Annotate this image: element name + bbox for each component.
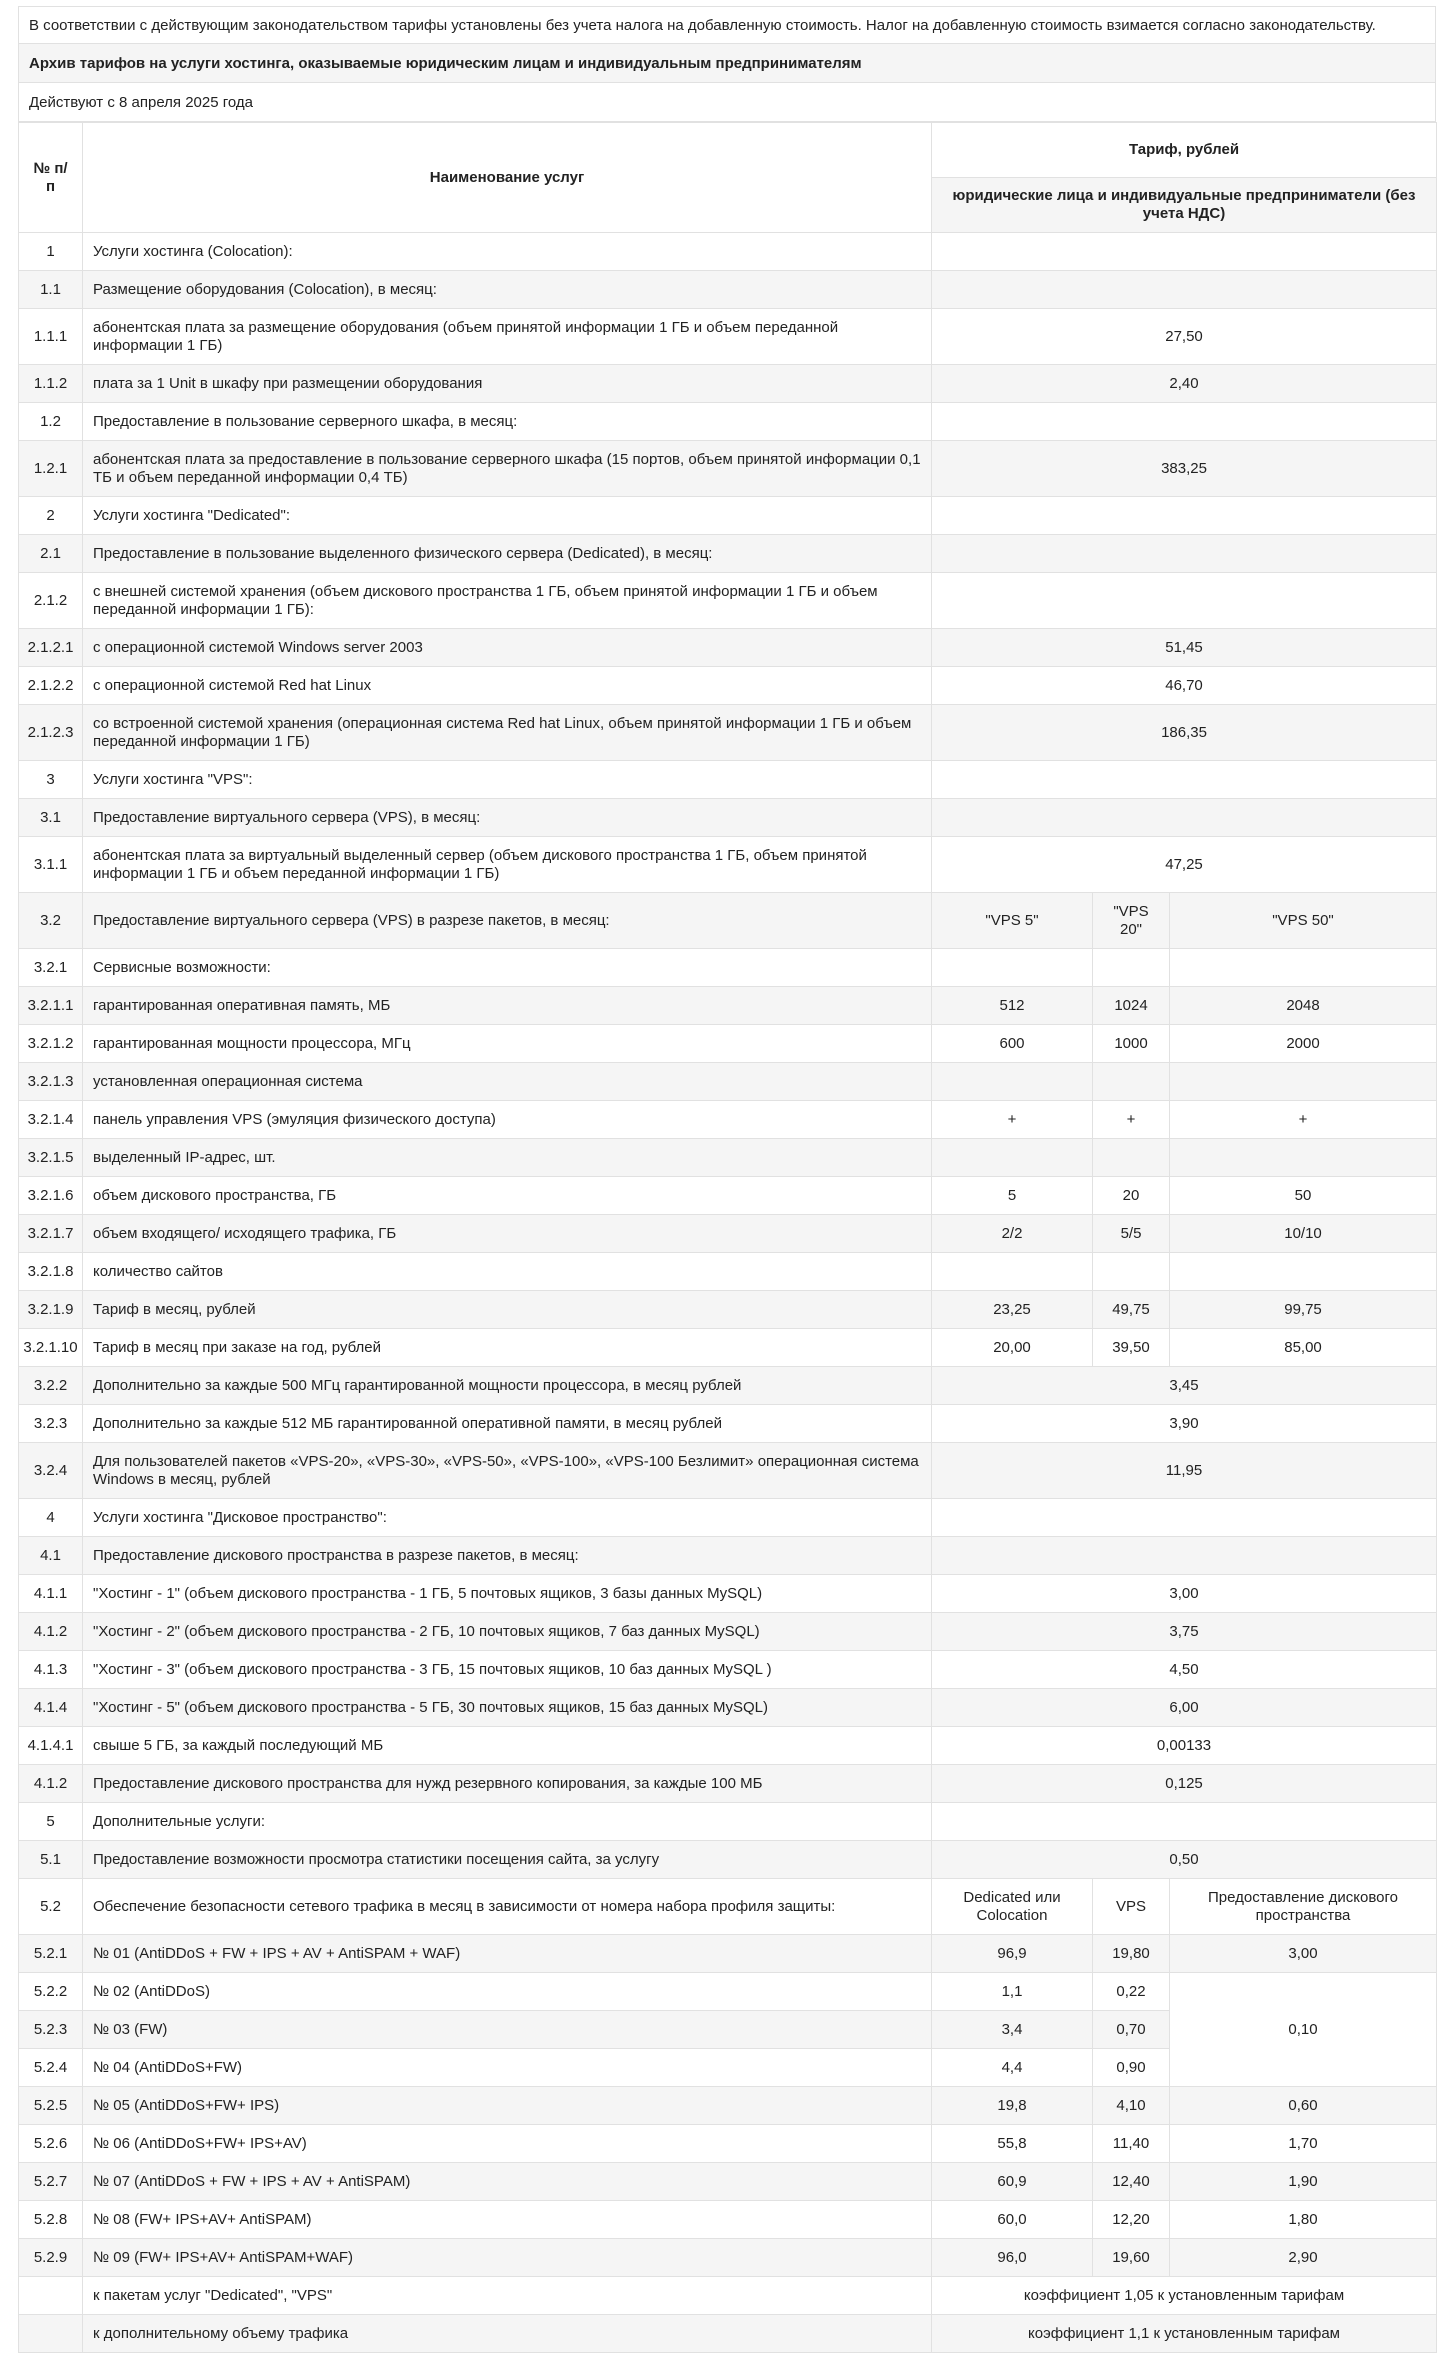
service-name: "Хостинг - 5" (объем дискового пространства - 5 ГБ, 30 почтовых ящиков, 15 баз данных MySQL) bbox=[83, 1689, 932, 1727]
row-number: 1.1 bbox=[19, 271, 83, 309]
service-name: "Хостинг - 1" (объем дискового пространства - 1 ГБ, 5 почтовых ящиков, 3 базы данных MySQL) bbox=[83, 1575, 932, 1613]
tariff-value: 3,45 bbox=[932, 1367, 1437, 1405]
row-number: 4.1.2 bbox=[19, 1613, 83, 1651]
service-name: Для пользователей пакетов «VPS-20», «VPS-30», «VPS-50», «VPS-100», «VPS-100 Безлимит» операционная система Windows в месяц, рублей bbox=[83, 1443, 932, 1499]
tariff-value-1: 2/2 bbox=[932, 1215, 1093, 1253]
table-row bbox=[19, 2163, 1437, 2201]
table-row bbox=[19, 1499, 1437, 1537]
tariff-value-1 bbox=[932, 949, 1093, 987]
tariff-value-3: 2048 bbox=[1170, 987, 1437, 1025]
column-header-subtitle: юридические лица и индивидуальные предприниматели (без учета НДС) bbox=[932, 178, 1437, 233]
row-number bbox=[19, 2277, 83, 2315]
tariff-value-2: 0,70 bbox=[1093, 2011, 1170, 2049]
service-name: Сервисные возможности: bbox=[83, 949, 932, 987]
tariff-value: 11,95 bbox=[932, 1443, 1437, 1499]
row-number: 2.1 bbox=[19, 535, 83, 573]
service-name: Дополнительные услуги: bbox=[83, 1803, 932, 1841]
tariff-value: коэффициент 1,1 к установленным тарифам bbox=[932, 2315, 1437, 2353]
service-name: объем входящего/ исходящего трафика, ГБ bbox=[83, 1215, 932, 1253]
service-name: "Хостинг - 2" (объем дискового пространства - 2 ГБ, 10 почтовых ящиков, 7 баз данных MySQL) bbox=[83, 1613, 932, 1651]
tariff-value: 2,40 bbox=[932, 365, 1437, 403]
service-name: панель управления VPS (эмуляция физического доступа) bbox=[83, 1101, 932, 1139]
table-row bbox=[19, 1613, 1437, 1651]
service-name: Размещение оборудования (Colocation), в месяц: bbox=[83, 271, 932, 309]
row-number: 3.2.1.6 bbox=[19, 1177, 83, 1215]
row-number: 4.1.4 bbox=[19, 1689, 83, 1727]
row-number: 2.1.2.2 bbox=[19, 667, 83, 705]
tariff-value-3: + bbox=[1170, 1101, 1437, 1139]
tariff-value-3: 85,00 bbox=[1170, 1329, 1437, 1367]
service-name: № 07 (AntiDDoS + FW + IPS + AV + AntiSPAM) bbox=[83, 2163, 932, 2201]
table-row bbox=[19, 1935, 1437, 1973]
tariff-table bbox=[18, 122, 1437, 2353]
service-name: Услуги хостинга "Dedicated": bbox=[83, 497, 932, 535]
service-name: Предоставление дискового пространства в разрезе пакетов, в месяц: bbox=[83, 1537, 932, 1575]
row-number: 2.1.2.3 bbox=[19, 705, 83, 761]
table-row bbox=[19, 1727, 1437, 1765]
service-name: установленная операционная система bbox=[83, 1063, 932, 1101]
table-row bbox=[19, 2315, 1437, 2353]
table-row bbox=[19, 1367, 1437, 1405]
row-number: 1.2 bbox=[19, 403, 83, 441]
tariff-value: 186,35 bbox=[932, 705, 1437, 761]
service-name: № 02 (AntiDDoS) bbox=[83, 1973, 932, 2011]
service-name: с операционной системой Windows server 2003 bbox=[83, 629, 932, 667]
table-row bbox=[19, 1879, 1437, 1935]
service-name: свыше 5 ГБ, за каждый последующий МБ bbox=[83, 1727, 932, 1765]
tariff-value-3: "VPS 50" bbox=[1170, 893, 1437, 949]
tariff-value: 3,75 bbox=[932, 1613, 1437, 1651]
table-row bbox=[19, 799, 1437, 837]
table-row bbox=[19, 629, 1437, 667]
tariff-value-2: 20 bbox=[1093, 1177, 1170, 1215]
table-row bbox=[19, 949, 1437, 987]
column-header-tariff: Тариф, рублей bbox=[932, 123, 1437, 178]
service-name: плата за 1 Unit в шкафу при размещении оборудования bbox=[83, 365, 932, 403]
table-row bbox=[19, 1291, 1437, 1329]
row-number: 3.1.1 bbox=[19, 837, 83, 893]
table-row bbox=[19, 573, 1437, 629]
tariff-value-1: 3,4 bbox=[932, 2011, 1093, 2049]
service-name: № 08 (FW+ IPS+AV+ AntiSPAM) bbox=[83, 2201, 932, 2239]
tariff-value-1: 600 bbox=[932, 1025, 1093, 1063]
row-number: 5.2 bbox=[19, 1879, 83, 1935]
tariff-value-2: 5/5 bbox=[1093, 1215, 1170, 1253]
tariff-value-1: 60,9 bbox=[932, 2163, 1093, 2201]
tariff-value-3: 0,60 bbox=[1170, 2087, 1437, 2125]
row-number: 3.2.1.9 bbox=[19, 1291, 83, 1329]
table-row bbox=[19, 1253, 1437, 1291]
row-number: 3.2.3 bbox=[19, 1405, 83, 1443]
row-number: 3.1 bbox=[19, 799, 83, 837]
tariff-value: 0,00133 bbox=[932, 1727, 1437, 1765]
tariff-value-2: 12,20 bbox=[1093, 2201, 1170, 2239]
tariff-value-1: 20,00 bbox=[932, 1329, 1093, 1367]
tariff-value-2: 39,50 bbox=[1093, 1329, 1170, 1367]
service-name: Обеспечение безопасности сетевого трафика в месяц в зависимости от номера набора профиля защиты: bbox=[83, 1879, 932, 1935]
tariff-value-1 bbox=[932, 1139, 1093, 1177]
service-name: абонентская плата за предоставление в пользование серверного шкафа (15 портов, объем принятой информации 0,1 ТБ и объем переданной информации 0,4 ТБ) bbox=[83, 441, 932, 497]
tariff-value-3: 2000 bbox=[1170, 1025, 1437, 1063]
service-name: Предоставление виртуального сервера (VPS) в разрезе пакетов, в месяц: bbox=[83, 893, 932, 949]
tariff-value-1: 19,8 bbox=[932, 2087, 1093, 2125]
row-number: 2.1.2.1 bbox=[19, 629, 83, 667]
table-row bbox=[19, 365, 1437, 403]
service-name: абонентская плата за размещение оборудования (объем принятой информации 1 ГБ и объем переданной информации 1 ГБ) bbox=[83, 309, 932, 365]
service-name: Услуги хостинга "Дисковое пространство": bbox=[83, 1499, 932, 1537]
tariff-value-2: "VPS 20" bbox=[1093, 893, 1170, 949]
tariff-value: 47,25 bbox=[932, 837, 1437, 893]
tariff-value: коэффициент 1,05 к установленным тарифам bbox=[932, 2277, 1437, 2315]
effective-date: Действуют с 8 апреля 2025 года bbox=[19, 83, 1435, 122]
tariff-value-1: 1,1 bbox=[932, 1973, 1093, 2011]
tariff-value-3: 50 bbox=[1170, 1177, 1437, 1215]
info-block bbox=[18, 6, 1436, 122]
table-row bbox=[19, 233, 1437, 271]
service-name: количество сайтов bbox=[83, 1253, 932, 1291]
tariff-value: 0,50 bbox=[932, 1841, 1437, 1879]
tariff-value-2: 1024 bbox=[1093, 987, 1170, 1025]
tariff-value-1: 60,0 bbox=[932, 2201, 1093, 2239]
row-number: 4.1 bbox=[19, 1537, 83, 1575]
row-number: 1.1.2 bbox=[19, 365, 83, 403]
row-number: 5.2.7 bbox=[19, 2163, 83, 2201]
service-name: Предоставление виртуального сервера (VPS), в месяц: bbox=[83, 799, 932, 837]
table-row bbox=[19, 1177, 1437, 1215]
service-name: к пакетам услуг "Dedicated", "VPS" bbox=[83, 2277, 932, 2315]
row-number: 2.1.2 bbox=[19, 573, 83, 629]
tariff-value: 3,90 bbox=[932, 1405, 1437, 1443]
tariff-value-2: 11,40 bbox=[1093, 2125, 1170, 2163]
row-number: 4.1.2 bbox=[19, 1765, 83, 1803]
table-row bbox=[19, 1025, 1437, 1063]
table-row bbox=[19, 1765, 1437, 1803]
tariff-value-1 bbox=[932, 1253, 1093, 1291]
table-row bbox=[19, 837, 1437, 893]
service-name: Предоставление в пользование серверного шкафа, в месяц: bbox=[83, 403, 932, 441]
table-row bbox=[19, 1803, 1437, 1841]
service-name: Тариф в месяц при заказе на год, рублей bbox=[83, 1329, 932, 1367]
tariff-value-1: Dedicated или Colocation bbox=[932, 1879, 1093, 1935]
service-name: с операционной системой Red hat Linux bbox=[83, 667, 932, 705]
tariff-value-2: 49,75 bbox=[1093, 1291, 1170, 1329]
tariff-value bbox=[932, 1499, 1437, 1537]
tariff-value-3: 1,90 bbox=[1170, 2163, 1437, 2201]
table-row bbox=[19, 403, 1437, 441]
table-row bbox=[19, 667, 1437, 705]
row-number: 3.2.1.3 bbox=[19, 1063, 83, 1101]
table-row bbox=[19, 2125, 1437, 2163]
service-name: № 09 (FW+ IPS+AV+ AntiSPAM+WAF) bbox=[83, 2239, 932, 2277]
tariff-value-2 bbox=[1093, 949, 1170, 987]
table-row bbox=[19, 497, 1437, 535]
tariff-value bbox=[932, 799, 1437, 837]
tariff-value-1: 96,9 bbox=[932, 1935, 1093, 1973]
service-name: Услуги хостинга (Colocation): bbox=[83, 233, 932, 271]
service-name: № 06 (AntiDDoS+FW+ IPS+AV) bbox=[83, 2125, 932, 2163]
service-name: № 01 (AntiDDoS + FW + IPS + AV + AntiSPAM + WAF) bbox=[83, 1935, 932, 1973]
row-number: 1 bbox=[19, 233, 83, 271]
service-name: № 03 (FW) bbox=[83, 2011, 932, 2049]
service-name: со встроенной системой хранения (операционная система Red hat Linux, объем принятой информации 1 ГБ и объем переданной информации 1 ГБ) bbox=[83, 705, 932, 761]
tariff-value-2 bbox=[1093, 1063, 1170, 1101]
row-number: 4.1.1 bbox=[19, 1575, 83, 1613]
tariff-value-3: 0,10 bbox=[1170, 1973, 1437, 2087]
row-number: 3.2.1.8 bbox=[19, 1253, 83, 1291]
tariff-value-3: 3,00 bbox=[1170, 1935, 1437, 1973]
tariff-value-3: 1,70 bbox=[1170, 2125, 1437, 2163]
row-number bbox=[19, 2315, 83, 2353]
tariff-value-1: 55,8 bbox=[932, 2125, 1093, 2163]
tariff-value-1: + bbox=[932, 1101, 1093, 1139]
table-row bbox=[19, 2277, 1437, 2315]
tariff-value-1: 4,4 bbox=[932, 2049, 1093, 2087]
table-row bbox=[19, 987, 1437, 1025]
service-name: Тариф в месяц, рублей bbox=[83, 1291, 932, 1329]
tariff-value-3 bbox=[1170, 949, 1437, 987]
tariff-value-3: 2,90 bbox=[1170, 2239, 1437, 2277]
tariff-value-3: 99,75 bbox=[1170, 1291, 1437, 1329]
tariff-value-2: VPS bbox=[1093, 1879, 1170, 1935]
row-number: 4.1.4.1 bbox=[19, 1727, 83, 1765]
tariff-value-2: 0,90 bbox=[1093, 2049, 1170, 2087]
tariff-value bbox=[932, 535, 1437, 573]
table-row bbox=[19, 271, 1437, 309]
row-number: 5.2.9 bbox=[19, 2239, 83, 2277]
tariff-value-2: 1000 bbox=[1093, 1025, 1170, 1063]
tariff-value bbox=[932, 271, 1437, 309]
service-name: к дополнительному объему трафика bbox=[83, 2315, 932, 2353]
service-name: гарантированная оперативная память, МБ bbox=[83, 987, 932, 1025]
table-row bbox=[19, 1537, 1437, 1575]
table-row bbox=[19, 1101, 1437, 1139]
tariff-value-2 bbox=[1093, 1139, 1170, 1177]
table-row bbox=[19, 535, 1437, 573]
tariff-value: 383,25 bbox=[932, 441, 1437, 497]
tariff-value-2: 12,40 bbox=[1093, 2163, 1170, 2201]
service-name: гарантированная мощности процессора, МГц bbox=[83, 1025, 932, 1063]
table-row bbox=[19, 1063, 1437, 1101]
table-row bbox=[19, 1841, 1437, 1879]
row-number: 3.2 bbox=[19, 893, 83, 949]
tariff-value-2: 19,80 bbox=[1093, 1935, 1170, 1973]
service-name: абонентская плата за виртуальный выделенный сервер (объем дискового пространства 1 ГБ, объем принятой информации 1 ГБ и объем переданной информации 1 ГБ) bbox=[83, 837, 932, 893]
row-number: 3.2.1.10 bbox=[19, 1329, 83, 1367]
service-name: объем дискового пространства, ГБ bbox=[83, 1177, 932, 1215]
row-number: 5.2.3 bbox=[19, 2011, 83, 2049]
table-row bbox=[19, 761, 1437, 799]
tariff-value bbox=[932, 497, 1437, 535]
tariff-value-1: 512 bbox=[932, 987, 1093, 1025]
service-name: Предоставление дискового пространства для нужд резервного копирования, за каждые 100 МБ bbox=[83, 1765, 932, 1803]
tariff-value-1: "VPS 5" bbox=[932, 893, 1093, 949]
table-body bbox=[19, 233, 1437, 2353]
tariff-value-3: Предоставление дискового пространства bbox=[1170, 1879, 1437, 1935]
tariff-value-1: 96,0 bbox=[932, 2239, 1093, 2277]
table-row bbox=[19, 1443, 1437, 1499]
table-row bbox=[19, 309, 1437, 365]
tariff-value: 51,45 bbox=[932, 629, 1437, 667]
row-number: 5.2.5 bbox=[19, 2087, 83, 2125]
row-number: 5 bbox=[19, 1803, 83, 1841]
tariff-value: 6,00 bbox=[932, 1689, 1437, 1727]
row-number: 3.2.1.1 bbox=[19, 987, 83, 1025]
row-number: 4 bbox=[19, 1499, 83, 1537]
tariff-value-2: 0,22 bbox=[1093, 1973, 1170, 2011]
row-number: 3.2.4 bbox=[19, 1443, 83, 1499]
tariff-value-2: 19,60 bbox=[1093, 2239, 1170, 2277]
table-row bbox=[19, 1651, 1437, 1689]
service-name: Предоставление в пользование выделенного физического сервера (Dedicated), в месяц: bbox=[83, 535, 932, 573]
tariff-value: 0,125 bbox=[932, 1765, 1437, 1803]
tariff-archive bbox=[18, 6, 1436, 2353]
row-number: 5.2.2 bbox=[19, 1973, 83, 2011]
service-name: № 04 (AntiDDoS+FW) bbox=[83, 2049, 932, 2087]
column-header-service: Наименование услуг bbox=[83, 123, 932, 233]
service-name: выделенный IP-адрес, шт. bbox=[83, 1139, 932, 1177]
vat-notice: В соответствии с действующим законодательством тарифы установлены без учета налога на добавленную стоимость. Налог на добавленную стоимость взимается согласно законодательству. bbox=[19, 7, 1435, 44]
tariff-value: 46,70 bbox=[932, 667, 1437, 705]
tariff-value: 4,50 bbox=[932, 1651, 1437, 1689]
service-name: Услуги хостинга "VPS": bbox=[83, 761, 932, 799]
row-number: 5.1 bbox=[19, 1841, 83, 1879]
row-number: 1.2.1 bbox=[19, 441, 83, 497]
tariff-value: 3,00 bbox=[932, 1575, 1437, 1613]
table-row bbox=[19, 1215, 1437, 1253]
tariff-value-3 bbox=[1170, 1063, 1437, 1101]
tariff-value bbox=[932, 573, 1437, 629]
column-header-number: № п/п bbox=[19, 123, 83, 233]
row-number: 3.2.2 bbox=[19, 1367, 83, 1405]
tariff-value-1: 5 bbox=[932, 1177, 1093, 1215]
tariff-value bbox=[932, 1537, 1437, 1575]
row-number: 5.2.1 bbox=[19, 1935, 83, 1973]
tariff-value: 27,50 bbox=[932, 309, 1437, 365]
row-number: 5.2.8 bbox=[19, 2201, 83, 2239]
table-row bbox=[19, 2087, 1437, 2125]
archive-title: Архив тарифов на услуги хостинга, оказываемые юридическим лицам и индивидуальным предпринимателям bbox=[19, 44, 1435, 83]
table-row bbox=[19, 1575, 1437, 1613]
table-row bbox=[19, 705, 1437, 761]
tariff-value-3 bbox=[1170, 1139, 1437, 1177]
tariff-value-2 bbox=[1093, 1253, 1170, 1291]
row-number: 3.2.1.4 bbox=[19, 1101, 83, 1139]
tariff-value-3: 10/10 bbox=[1170, 1215, 1437, 1253]
table-row bbox=[19, 441, 1437, 497]
service-name: с внешней системой хранения (объем дискового пространства 1 ГБ, объем принятой информации 1 ГБ и объем переданной информации 1 ГБ): bbox=[83, 573, 932, 629]
tariff-value bbox=[932, 233, 1437, 271]
table-row bbox=[19, 1405, 1437, 1443]
tariff-value bbox=[932, 761, 1437, 799]
row-number: 3.2.1 bbox=[19, 949, 83, 987]
tariff-value-3: 1,80 bbox=[1170, 2201, 1437, 2239]
tariff-value-2: + bbox=[1093, 1101, 1170, 1139]
service-name: Дополнительно за каждые 512 МБ гарантированной оперативной памяти, в месяц рублей bbox=[83, 1405, 932, 1443]
table-row bbox=[19, 1329, 1437, 1367]
row-number: 4.1.3 bbox=[19, 1651, 83, 1689]
row-number: 2 bbox=[19, 497, 83, 535]
tariff-value-1: 23,25 bbox=[932, 1291, 1093, 1329]
row-number: 5.2.4 bbox=[19, 2049, 83, 2087]
service-name: Предоставление возможности просмотра статистики посещения сайта, за услугу bbox=[83, 1841, 932, 1879]
row-number: 3 bbox=[19, 761, 83, 799]
table-row bbox=[19, 2239, 1437, 2277]
row-number: 1.1.1 bbox=[19, 309, 83, 365]
service-name: "Хостинг - 3" (объем дискового пространства - 3 ГБ, 15 почтовых ящиков, 10 баз данных MySQL ) bbox=[83, 1651, 932, 1689]
service-name: № 05 (AntiDDoS+FW+ IPS) bbox=[83, 2087, 932, 2125]
tariff-value-2: 4,10 bbox=[1093, 2087, 1170, 2125]
table-row bbox=[19, 1973, 1437, 2011]
tariff-value bbox=[932, 1803, 1437, 1841]
tariff-value-1 bbox=[932, 1063, 1093, 1101]
row-number: 5.2.6 bbox=[19, 2125, 83, 2163]
table-row bbox=[19, 1139, 1437, 1177]
row-number: 3.2.1.5 bbox=[19, 1139, 83, 1177]
row-number: 3.2.1.2 bbox=[19, 1025, 83, 1063]
row-number: 3.2.1.7 bbox=[19, 1215, 83, 1253]
service-name: Дополнительно за каждые 500 МГц гарантированной мощности процессора, в месяц рублей bbox=[83, 1367, 932, 1405]
table-row bbox=[19, 1689, 1437, 1727]
tariff-value bbox=[932, 403, 1437, 441]
table-row bbox=[19, 2201, 1437, 2239]
table-row bbox=[19, 893, 1437, 949]
tariff-value-3 bbox=[1170, 1253, 1437, 1291]
